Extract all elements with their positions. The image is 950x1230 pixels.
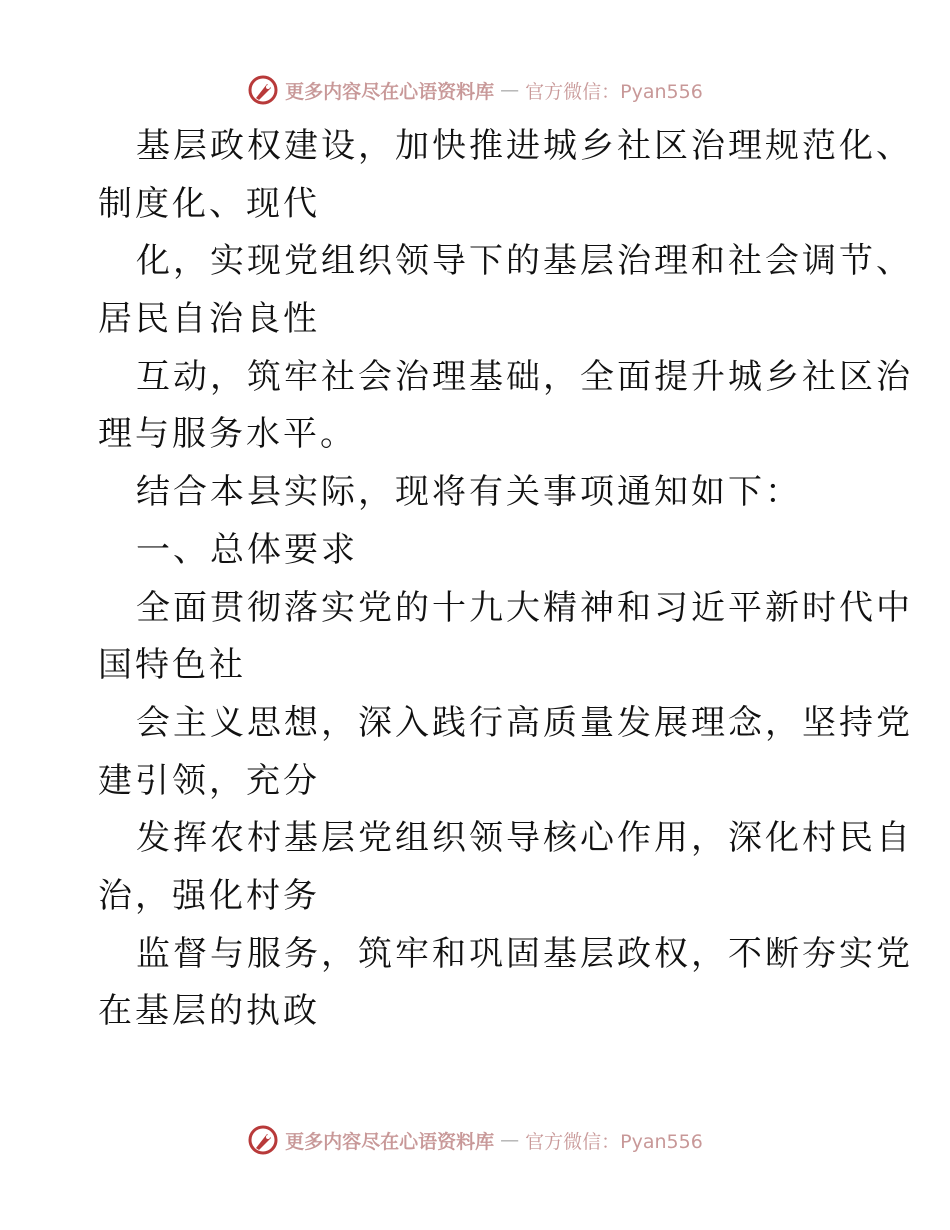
footer-banner-separator: — xyxy=(500,1129,520,1151)
footer-banner-main-text: 更多内容尽在心语资料库 xyxy=(285,1130,495,1153)
body-line: 化，实现党组织领导下的基层治理和社会调节、 xyxy=(136,241,913,282)
document-body xyxy=(98,118,913,1041)
body-line: 监督与服务，筑牢和巩固基层政权，不断夯实党 xyxy=(136,933,913,974)
body-line: 基层政权建设，加快推进城乡社区治理规范化、 xyxy=(136,126,913,166)
body-line: 居民自治良性 xyxy=(98,299,320,340)
header-banner-wechat-text: 官方微信：Pyan556 xyxy=(525,80,703,103)
body-line: 理与服务水平。 xyxy=(98,414,357,455)
body-line: 互动，筑牢社会治理基础，全面提升城乡社区治 xyxy=(136,356,913,397)
body-line: 结合本县实际，现将有关事项通知如下： xyxy=(136,472,802,513)
body-line: 国特色社 xyxy=(98,645,246,686)
body-line: 在基层的执政 xyxy=(98,991,320,1032)
body-line: 治，强化村务 xyxy=(98,875,320,916)
body-line: 制度化、现代 xyxy=(98,183,320,224)
section-heading: 一、总体要求 xyxy=(136,529,358,570)
header-banner xyxy=(0,72,950,108)
body-line: 发挥农村基层党组织领导核心作用，深化村民自 xyxy=(136,818,913,859)
footer-banner-wechat-text: 官方微信：Pyan556 xyxy=(525,1130,703,1153)
footer-banner xyxy=(0,1122,950,1158)
body-line: 全面贯彻落实党的十九大精神和习近平新时代中 xyxy=(136,587,913,628)
header-banner-main-text: 更多内容尽在心语资料库 xyxy=(285,80,495,103)
pen-nib-logo-icon xyxy=(247,74,279,106)
pen-nib-logo-icon xyxy=(247,1124,279,1156)
header-banner-separator: — xyxy=(500,79,520,101)
body-line: 建引领，充分 xyxy=(98,760,320,801)
body-line: 会主义思想，深入践行高质量发展理念，坚持党 xyxy=(136,702,913,743)
